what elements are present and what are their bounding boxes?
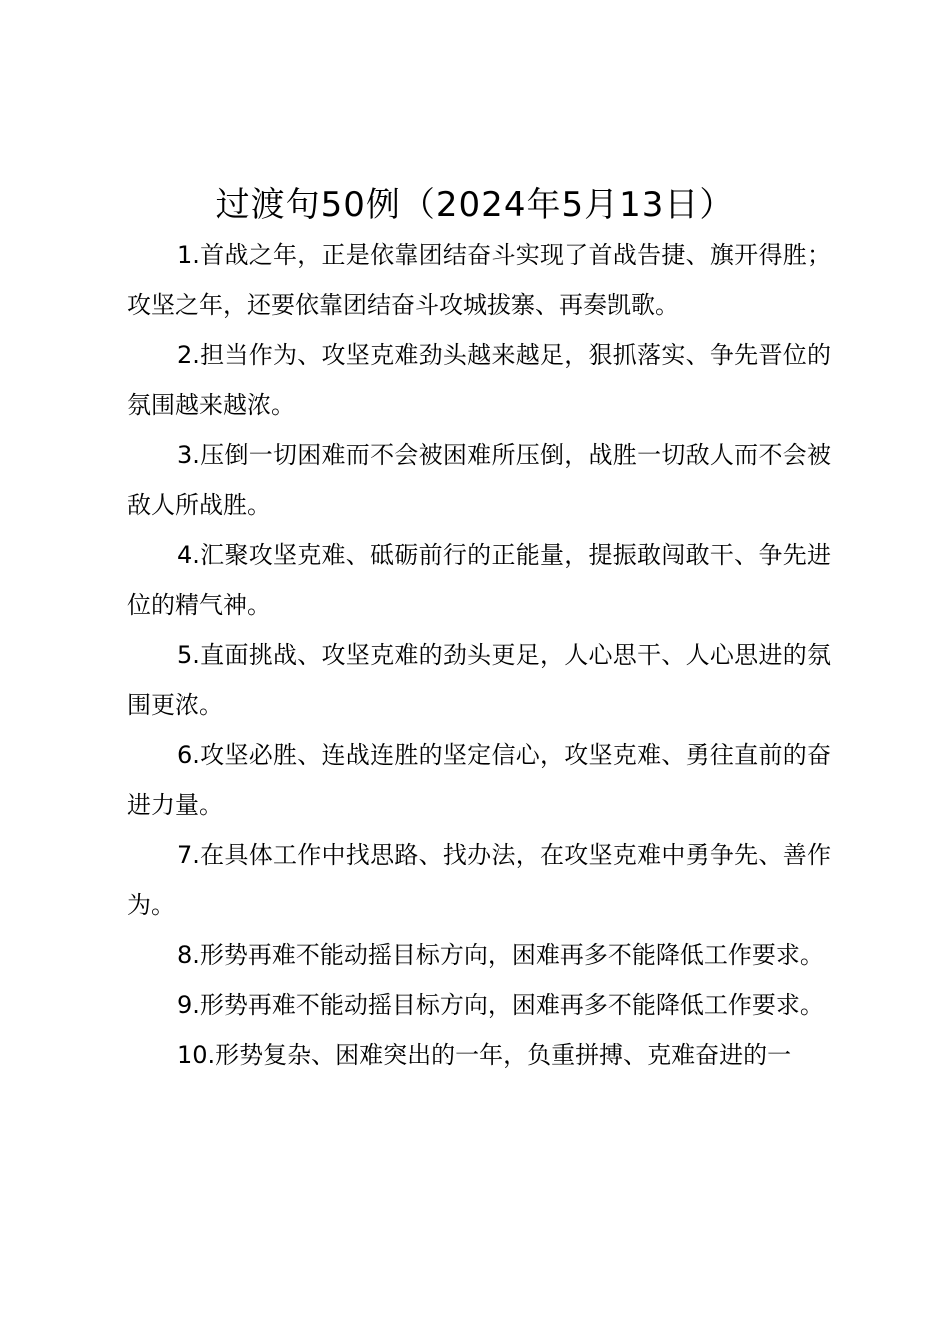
paragraph-10: 10.形势复杂、困难突出的一年，负重拼搏、克难奋进的一 xyxy=(177,1041,792,1069)
paragraph-2: 2.担当作为、攻坚克难劲头越来越足，狠抓落实、争先晋位的氛围越来越浓。 xyxy=(127,341,831,419)
document-body xyxy=(127,230,831,1080)
paragraph-5: 5.直面挑战、攻坚克难的劲头更足，人心思干、人心思进的氛围更浓。 xyxy=(127,641,831,719)
paragraph-8: 8.形势再难不能动摇目标方向，困难再多不能降低工作要求。 xyxy=(177,941,824,969)
paragraph-6: 6.攻坚必胜、连战连胜的坚定信心，攻坚克难、勇往直前的奋进力量。 xyxy=(127,741,831,819)
paragraph-3: 3.压倒一切困难而不会被困难所压倒，战胜一切敌人而不会被敌人所战胜。 xyxy=(127,441,831,519)
paragraph-9: 9.形势再难不能动摇目标方向，困难再多不能降低工作要求。 xyxy=(177,991,824,1019)
paragraph-7: 7.在具体工作中找思路、找办法，在攻坚克难中勇争先、善作为。 xyxy=(127,841,831,919)
document-title: 过渡句50例（2024年5月13日） xyxy=(215,185,735,225)
paragraph-4: 4.汇聚攻坚克难、砥砺前行的正能量，提振敢闯敢干、争先进位的精气神。 xyxy=(127,541,831,619)
paragraph-1: 1.首战之年，正是依靠团结奋斗实现了首战告捷、旗开得胜；攻坚之年，还要依靠团结奋斗攻城拔寨、再奏凯歌。 xyxy=(127,241,831,319)
